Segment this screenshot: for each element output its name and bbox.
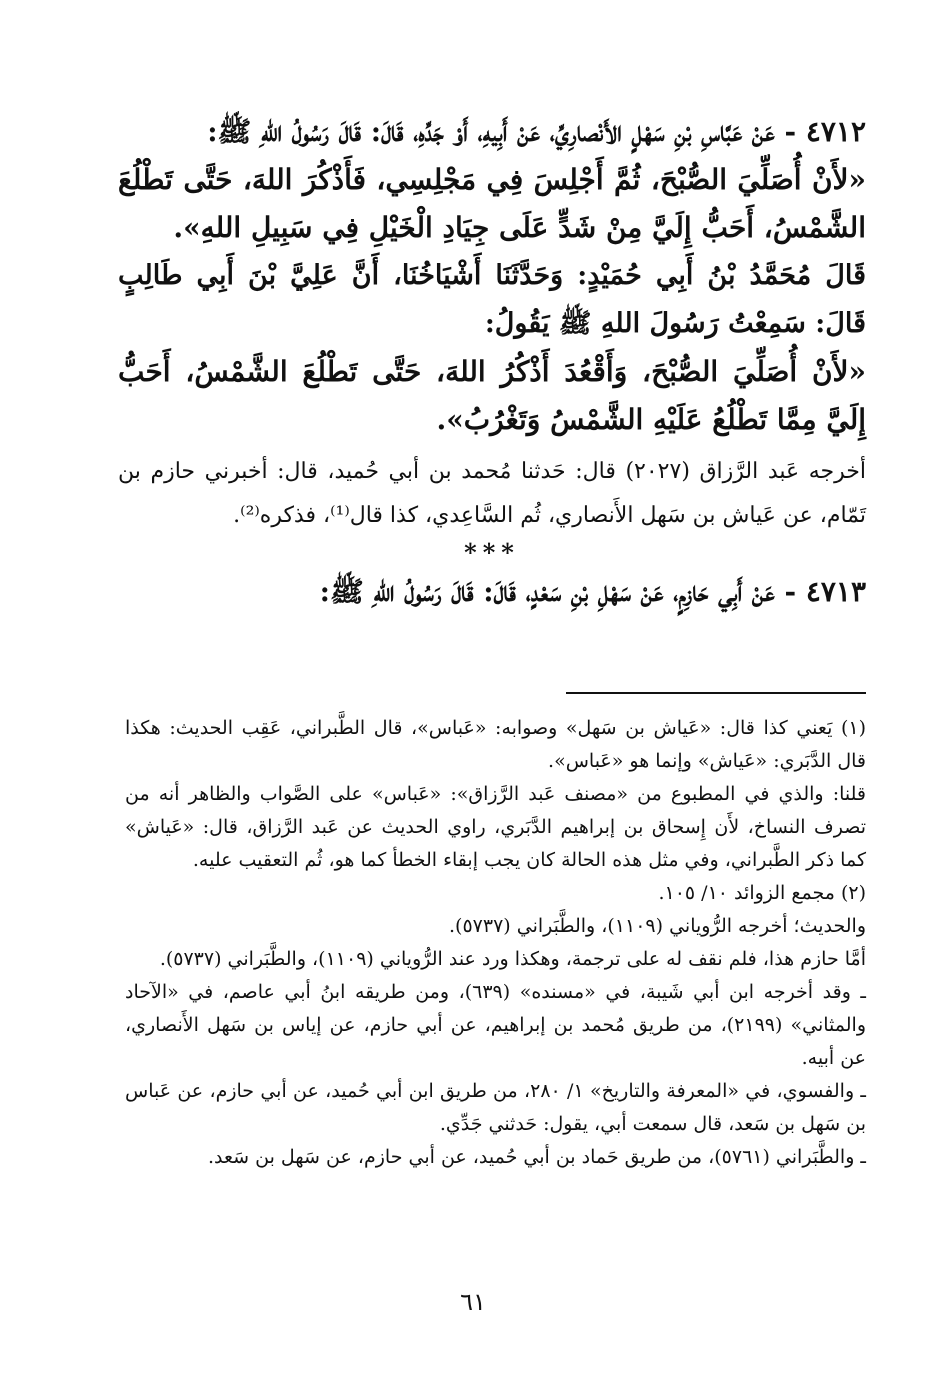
footnote-1-cont: قلنا: والذي في المطبوع من «مصنف عَبد الرَّزاق»: «عَباس» على الصَّواب والظاهر أنه من تصرف النساخ، لأَن إِسحاق بن إبراهيم الدَّبَري، راوي الحديث عن عَبد الرَّزاق، قال: «عَياش» كما ذكر الطَّبراني، وفي مثل هذه الحالة كان يجب إبقاء الخطأ كما هو، ثُم التعقيب عليه. (125, 783, 866, 871)
hadith-4712-takhrij: أخرجه عَبد الرَّزاق (٢٠٢٧) قال: حَدثنا مُحمد بن أبي حُميد، قال: أخبرني حازم بن تَمّام، عن عَياش بن سَهل الأَنصاري، ثُم السَّاعِدي، كذا قال⁽¹⁾، فذكره⁽²⁾. (118, 459, 866, 528)
hadith-4712-narration: قَالَ مُحَمَّدُ بْنُ أَبِي حُمَيْدٍ: وَحَدَّثَنَا أَشْيَاخُنَا، أَنَّ عَلِيَّ بْنَ أَبِي طَالِبٍ قَالَ: سَمِعْتُ رَسُولَ اللهِ ﷺ يَقُولُ: (118, 260, 866, 339)
hadith-4712-matn-2: «لأَنْ أُصَلِّيَ الصُّبْحَ، وَأَقْعُدَ أَذْكُرُ اللهَ، حَتَّى تَطْلُعَ الشَّمْسُ، أَحَبُّ إِلَيَّ مِمَّا تَطْلُعُ عَلَيْهِ الشَّمْسُ وَتَغْرُبُ». (118, 355, 866, 436)
footnote-2-line-2: والحديث؛ أخرجه الرُّوياني (١١٠٩)، والطَّبَراني (٥٧٣٧). (449, 915, 866, 937)
footnote-2-line-6: ـ والطَّبَراني (٥٧٦١)، من طريق حَماد بن أبي حُميد، عن أبي حازم، عن سَهل بن سَعد. (207, 1146, 866, 1168)
footnote-2-line-5: ـ والفسوي، في «المعرفة والتاريخ» ١/ ٢٨٠، من طريق ابن أبي حُميد، عن أبي حازم، عن عَباس بن سَهل بن سَعد، قال سمعت أبي، يقول: حَدثني جَدِّي. (125, 1080, 866, 1135)
footnotes (125, 712, 866, 1174)
footnote-2-line-4: ـ وقد أخرجه ابن أبي شَيبة، في «مسنده» (٦٣٩)، ومن طريقه ابنُ أبي عاصم، في «الآحاد والمثاني» (٢١٩٩)، من طريق مُحمد بن إبراهيم، عن أبي حازم، عن إياس بن سَهل الأَنصاري، عن أبيه. (125, 981, 867, 1069)
footnote-divider (566, 692, 866, 694)
footnote-2-line-3: أمَّا حازم هذا، فلم نقف له على ترجمة، وهكذا ورد عند الرُّوياني (١١٠٩)، والطَّبَراني (٥٧٣٧). (159, 948, 866, 970)
footnote-1: (١) يَعني كذا قال: «عَياش بن سَهل» وصوابه: «عَباس»، قال الطَّبراني، عَقِب الحديث: هكذا قال الدَّبَري: «عَياش» وإنما هو «عَباس». (125, 717, 866, 772)
footnote-2: (٢) مجمع الزوائد ١٠/ ١٠٥. (658, 882, 866, 904)
section-separator: *** (464, 538, 520, 567)
main-text (118, 108, 866, 616)
hadith-4712-matn-1: «لأَنْ أُصَلِّيَ الصُّبْحَ، ثُمَّ أَجْلِسَ فِي مَجْلِسِي، فَأَذْكُرَ اللهَ، حَتَّى تَطْلُعَ الشَّمْسُ، أَحَبُّ إِلَيَّ مِنْ شَدٍّ عَلَى جِيَادِ الْخَيْلِ فِي سَبِيلِ اللهِ». (118, 163, 866, 244)
page-number: ٦١ (460, 1288, 486, 1316)
hadith-4712-heading: ٤٧١٢ - عَنْ عَبَّاسِ بْنِ سَهْلٍ الأَنْصارِيِّ، عَنْ أَبِيهِ، أَوْ جَدِّهِ، قَالَ: قَالَ رَسُولُ اللهِ ﷺ: (207, 115, 866, 148)
hadith-4713-heading: ٤٧١٣ - عَنْ أَبِي حَازِمٍ، عَنْ سَهْلِ بْنِ سَعْدٍ، قَالَ: قَالَ رَسُولُ اللهِ ﷺ: (319, 575, 866, 608)
